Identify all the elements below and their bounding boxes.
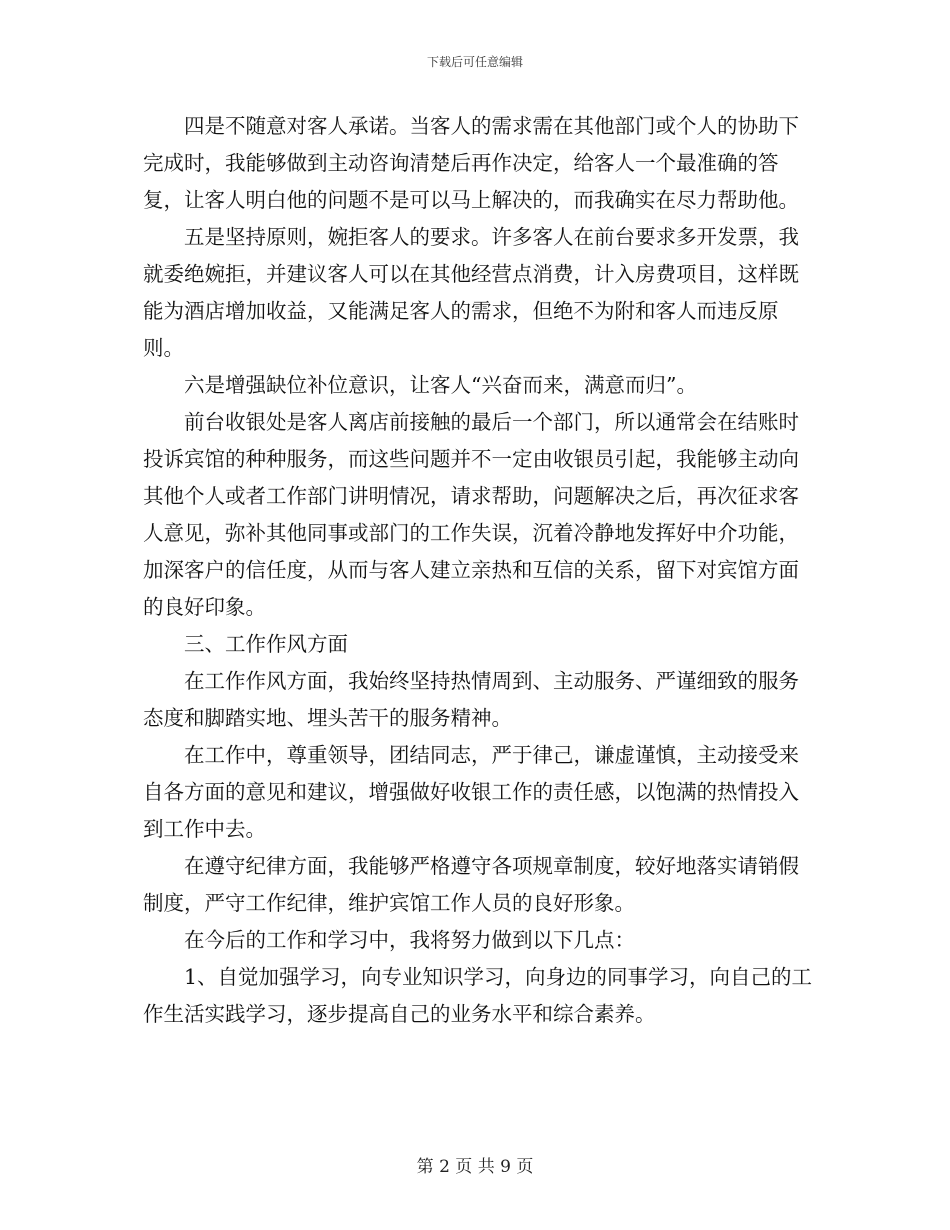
paragraph-1: 四是不随意对客人承诺。当客人的需求需在其他部门或个人的协助下完成时，我能够做到主动咨询清楚后再作决定，给客人一个最准确的答复，让客人明白他的问题不是可以马上解决的，而我确实在尽力帮助他。 bbox=[143, 114, 799, 212]
paragraph-5: 在工作作风方面，我始终坚持热情周到、主动服务、严谨细致的服务态度和脚踏实地、埋头苦干的服务精神。 bbox=[143, 669, 799, 730]
paragraph-3: 六是增强缺位补位意识，让客人“兴奋而来，满意而归”。 bbox=[184, 373, 697, 397]
paragraph-8: 在今后的工作和学习中，我将努力做到以下几点： bbox=[184, 928, 635, 952]
page-number-footer: 第 2 页 共 9 页 bbox=[416, 1157, 534, 1177]
document-body bbox=[143, 108, 815, 1033]
paragraph-2: 五是坚持原则，婉拒客人的要求。许多客人在前台要求多开发票，我就委绝婉拒，并建议客人可以在其他经营点消费，计入房费项目，这样既能为酒店增加收益，又能满足客人的需求，但绝不为附和客人而违反原则。 bbox=[143, 225, 799, 360]
section-heading: 三、工作作风方面 bbox=[184, 632, 348, 656]
page-header: 下载后可任意编辑 bbox=[426, 55, 523, 69]
paragraph-9: 1、自觉加强学习，向专业知识学习，向身边的同事学习，向自己的工作生活实践学习，逐步提高自己的业务水平和综合素养。 bbox=[143, 965, 813, 1026]
paragraph-7: 在遵守纪律方面，我能够严格遵守各项规章制度，较好地落实请销假制度，严守工作纪律，维护宾馆工作人员的良好形象。 bbox=[143, 854, 799, 915]
paragraph-4: 前台收银处是客人离店前接触的最后一个部门，所以通常会在结账时投诉宾馆的种种服务，而这些问题并不一定由收银员引起，我能够主动向其他个人或者工作部门讲明情况，请求帮助，问题解决之后，再次征求客人意见，弥补其他同事或部门的工作失误，沉着冷静地发挥好中介功能，加深客户的信任度，从而与客人建立亲热和互信的关系，留下对宾馆方面的良好印象。 bbox=[143, 410, 799, 619]
paragraph-6: 在工作中，尊重领导，团结同志，严于律己，谦虚谨慎，主动接受来自各方面的意见和建议，增强做好收银工作的责任感，以饱满的热情投入到工作中去。 bbox=[143, 743, 799, 841]
